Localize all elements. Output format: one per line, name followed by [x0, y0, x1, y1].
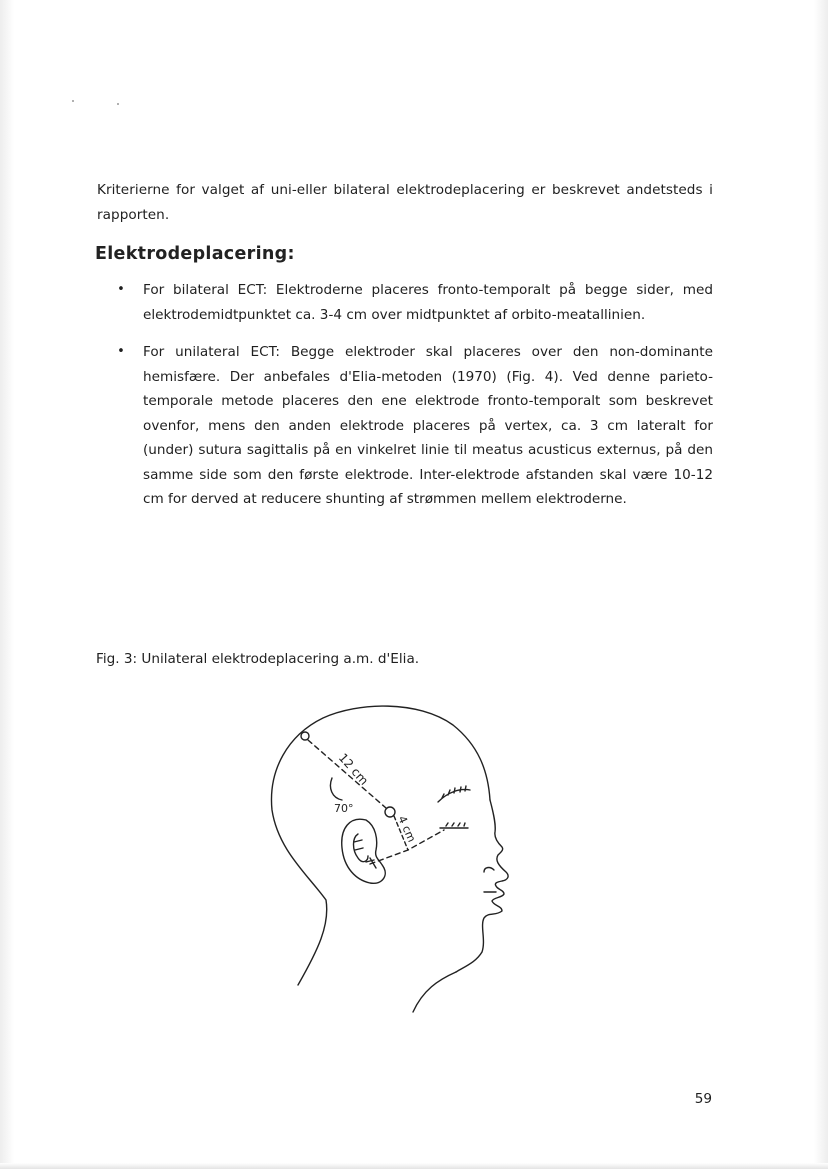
bullet-marker: • — [117, 344, 125, 359]
bullet-text: For bilateral ECT: Elektroderne placeres fronto-temporalt på begge sider, med elektrodemidtpunktet ca. 3-4 cm over midtpunktet af orbito-meatallinien. — [143, 282, 713, 323]
bullet-list — [115, 278, 713, 512]
electrode-vertex — [301, 732, 309, 740]
eyebrow — [438, 786, 470, 802]
label-distance-top: 12 cm — [335, 750, 372, 788]
scan-edge-left — [0, 0, 14, 1169]
scan-speck — [72, 100, 74, 102]
page-number: 59 — [694, 1091, 712, 1107]
label-angle: 70° — [334, 802, 354, 815]
ear-inner — [354, 834, 369, 862]
figure-caption: Fig. 3: Unilateral elektrodeplacering a.m. d'Elia. — [96, 651, 420, 667]
list-item-bilateral — [115, 278, 713, 327]
scan-edge-right — [814, 0, 828, 1169]
electrode-temporal — [385, 807, 395, 817]
scan-edge-bottom — [0, 1163, 828, 1169]
nostril — [484, 868, 494, 872]
eye — [440, 823, 468, 828]
head-outline — [271, 706, 490, 985]
bullet-text: For unilateral ECT: Begge elektroder skal placeres over den non-dominante hemisfære. Der anbefales d'Elia-metoden (1970) (Fig. 4). Ved denne parieto-temporale metode placeres den ene elektrode fronto-temporalt som beskrevet ovenfor, mens den anden elektrode placeres på vertex, ca. 3 cm lateralt for (under) sutura sagittalis på en vinkelret linie til meatus acusticus externus, på den samme side som den første elektrode. Inter-elektrode afstanden skal være 10-12 cm for derved at reducere shunting af strømmen mellem elektroderne. — [143, 344, 713, 507]
label-distance-side: 4 cm — [395, 813, 419, 845]
ear — [342, 819, 385, 883]
scan-speck — [117, 103, 119, 105]
bullet-marker: • — [117, 282, 125, 297]
angle-mark — [330, 778, 342, 800]
head-diagram — [258, 700, 538, 1020]
neck-front — [413, 972, 456, 1012]
section-heading: Elektrodeplacering: — [95, 244, 295, 264]
intro-paragraph: Kriterierne for valget af uni-eller bilateral elektrodeplacering er beskrevet andetsteds i rapporten. — [97, 182, 713, 223]
list-item-unilateral — [115, 340, 713, 512]
